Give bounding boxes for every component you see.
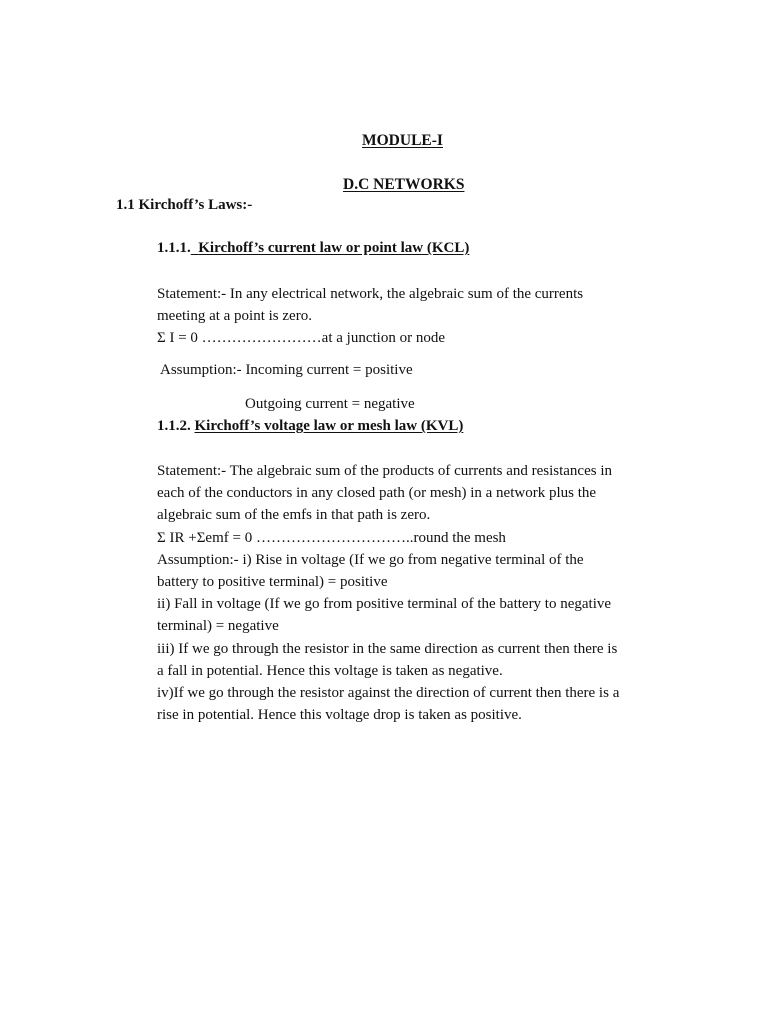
kvl-assumption-line: rise in potential. Hence this voltage drop is taken as positive. xyxy=(157,707,522,724)
kcl-assumption-label: Assumption:- xyxy=(160,362,242,378)
kvl-statement-label: Statement:- xyxy=(157,463,227,479)
kvl-assumption-line: terminal) = negative xyxy=(157,618,279,635)
kvl-number: 1.1.2. xyxy=(157,418,191,434)
kcl-assumption xyxy=(160,363,413,378)
kvl-assumption-line: battery to positive terminal) = positive xyxy=(157,574,388,591)
kcl-assumption-incoming: Incoming current = positive xyxy=(241,362,413,378)
kcl-assumption-outgoing: Outgoing current = negative xyxy=(245,396,415,412)
kvl-equation: Σ IR +Σemf = 0 …………………………..round the mesh xyxy=(157,529,506,546)
kvl-assumption-first-line: Assumption:- i) Rise in voltage (If we go from negative terminal of the xyxy=(157,551,584,568)
section-1-1-heading: 1.1 Kirchoff’s Laws:- xyxy=(116,197,253,213)
kvl-statement-first-line: Statement:- The algebraic sum of the products of currents and resistances in xyxy=(157,463,613,479)
kvl-statement-line: algebraic sum of the emfs in that path is zero. xyxy=(157,507,431,524)
kcl-statement-line: meeting at a point is zero. xyxy=(157,308,312,325)
kvl-statement xyxy=(157,460,657,726)
kvl-title: Kirchoff’s voltage law or mesh law (KVL) xyxy=(194,418,464,434)
kcl-equation: Σ I = 0 ……………………at a junction or node xyxy=(157,330,445,347)
kvl-assumption-line: iv)If we go through the resistor against the direction of current then there is a xyxy=(157,685,620,702)
kvl-assumption-line: iii) If we go through the resistor in the same direction as current then there is xyxy=(157,640,618,657)
kvl-statement-line: each of the conductors in any closed path (or mesh) in a network plus the xyxy=(157,485,597,502)
kvl-assumption-label: Assumption:- xyxy=(157,551,239,568)
kvl-assumption-line: ii) Fall in voltage (If we go from positive terminal of the battery to negative xyxy=(157,596,612,613)
module-title: MODULE-I xyxy=(362,132,443,149)
kvl-assumption-line: a fall in potential. Hence this voltage is taken as negative. xyxy=(157,662,503,679)
kvl-heading xyxy=(157,419,463,434)
kcl-heading xyxy=(157,241,469,256)
kcl-title: Kirchoff’s current law or point law (KCL) xyxy=(198,240,470,256)
kcl-number: 1.1.1. xyxy=(157,240,191,256)
section-title: D.C NETWORKS xyxy=(343,176,465,193)
kcl-statement-line: Statement:- In any electrical network, the algebraic sum of the currents xyxy=(157,286,584,302)
kcl-statement xyxy=(157,283,657,350)
